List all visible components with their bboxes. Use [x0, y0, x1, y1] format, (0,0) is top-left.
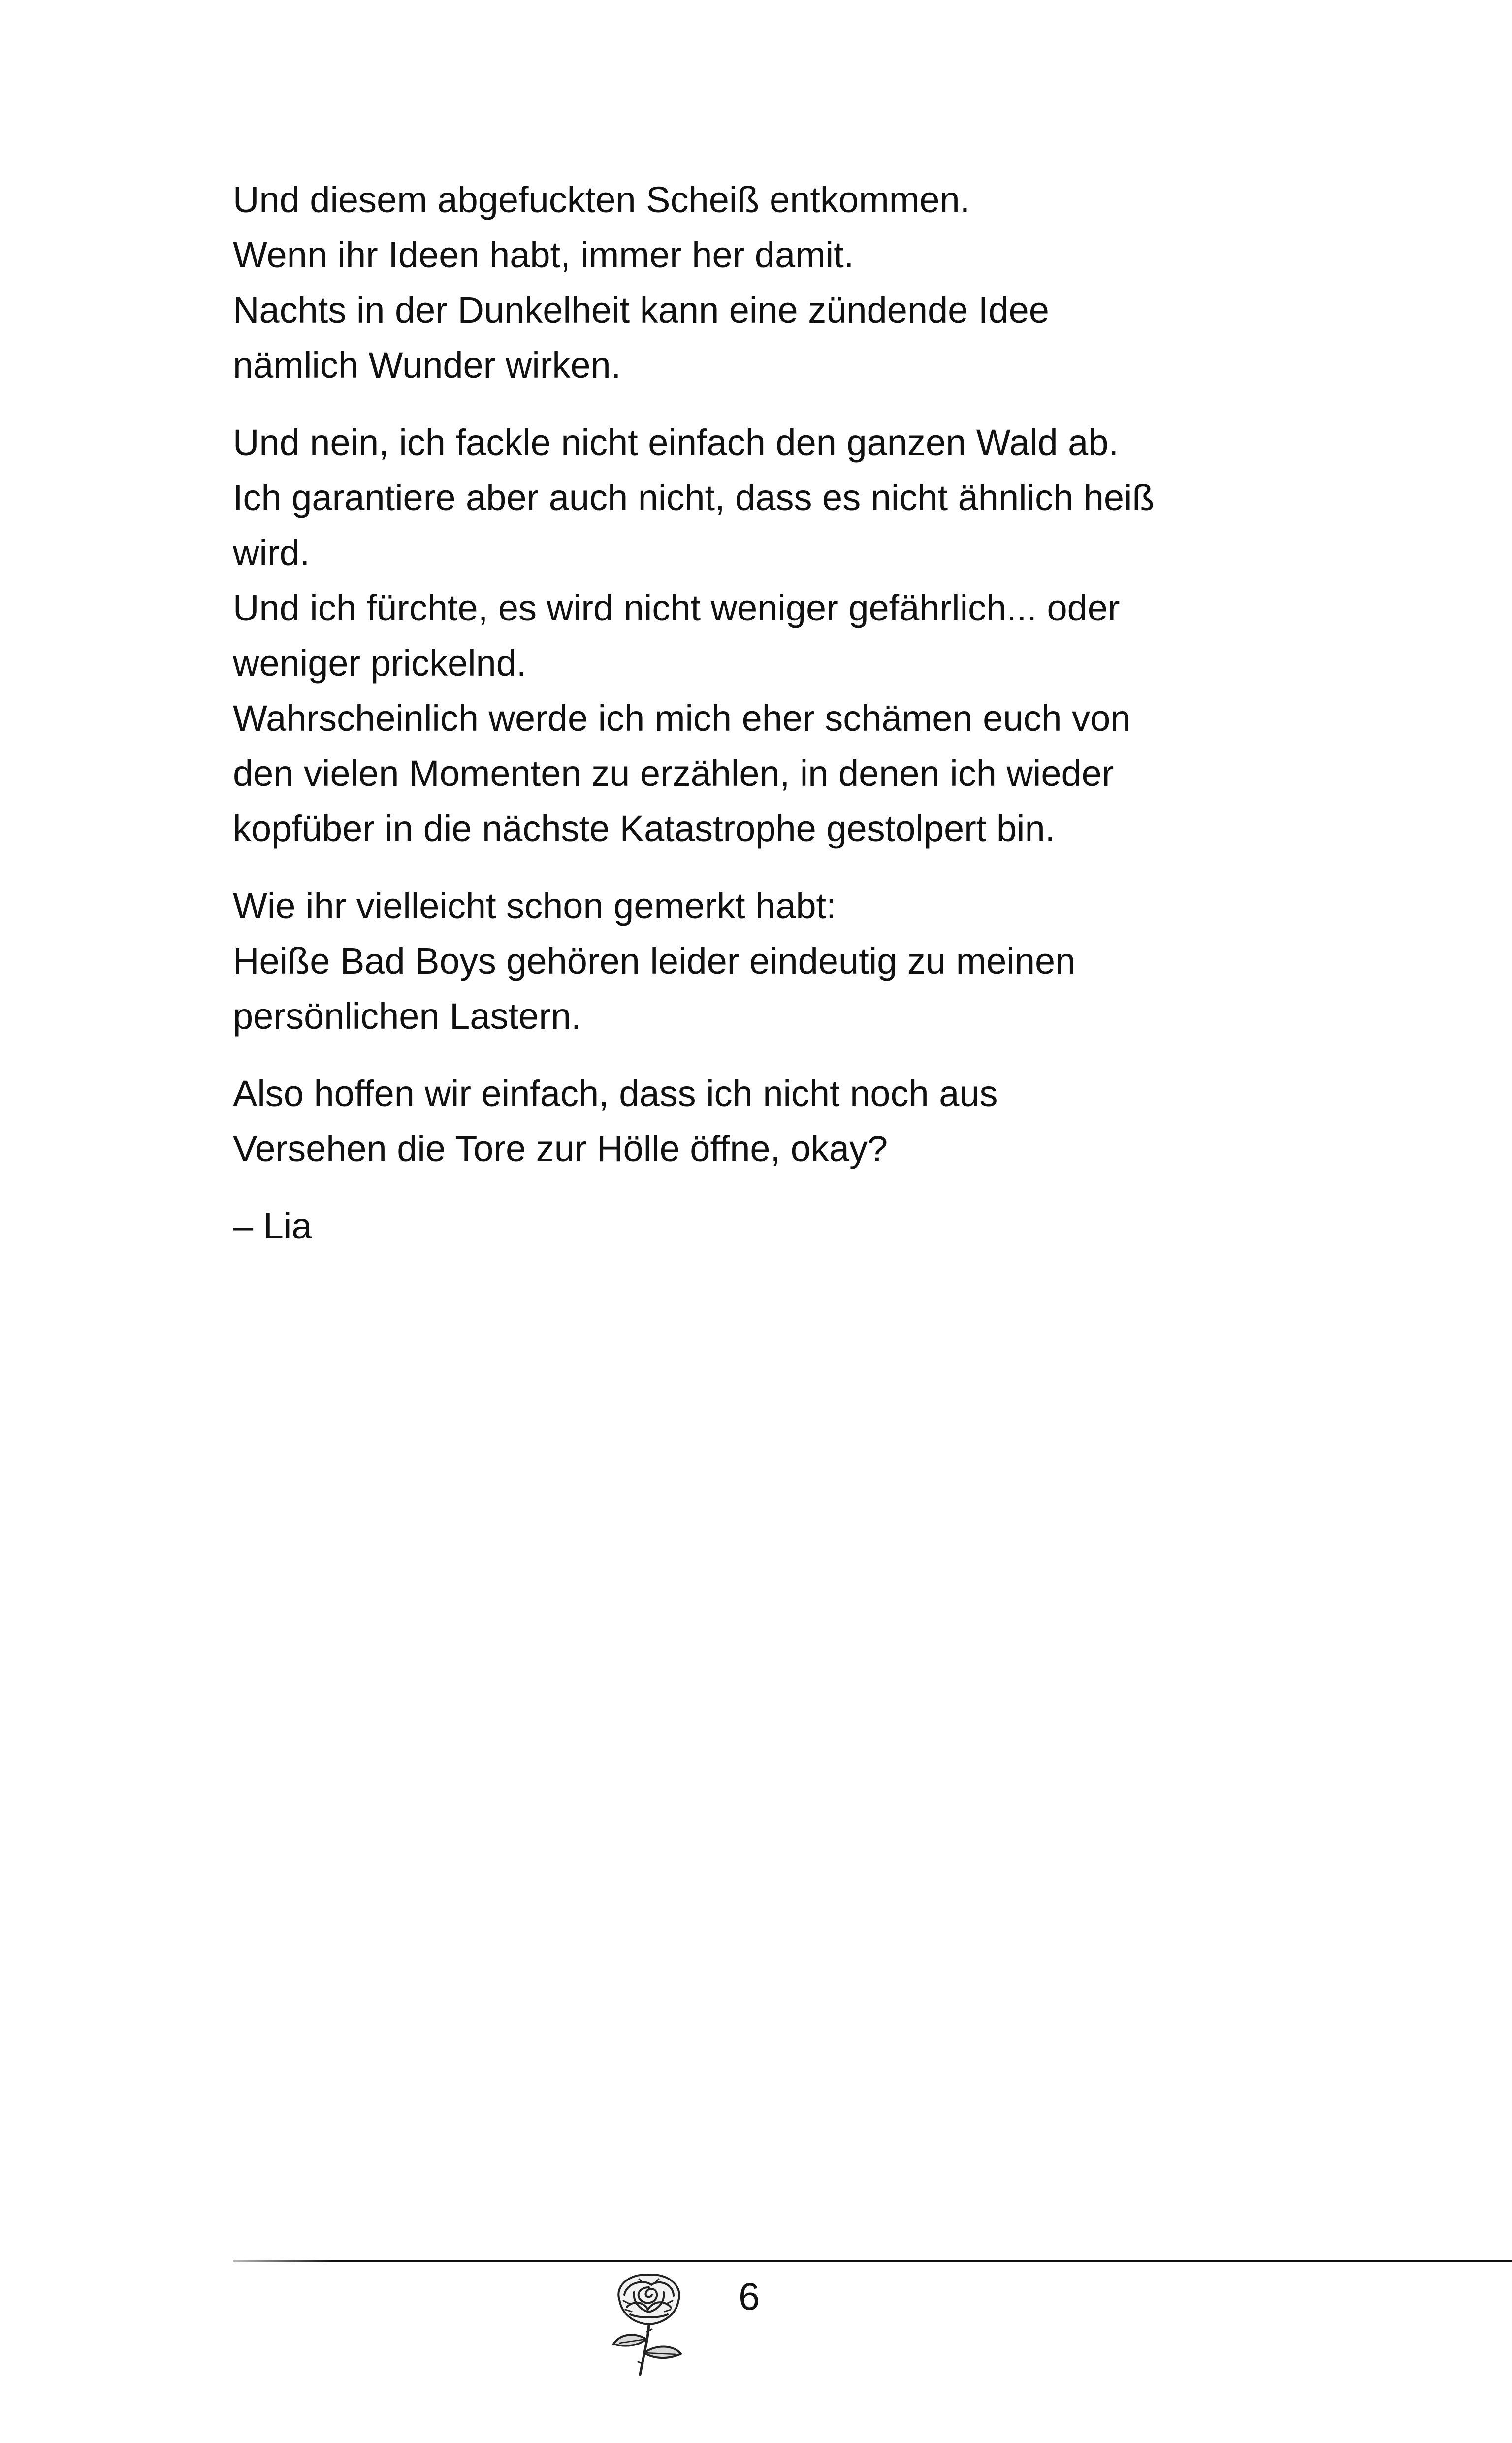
text-line: Ich garantiere aber auch nicht, dass es nicht ähnlich heiß: [233, 477, 1155, 518]
footer-rule-fade: [233, 2260, 331, 2262]
page-number: 6: [739, 2275, 760, 2318]
text-line: den vielen Momenten zu erzählen, in denen ich wieder: [233, 753, 1114, 794]
text-line: Also hoffen wir einfach, dass ich nicht noch aus: [233, 1073, 998, 1114]
paragraph-3: [233, 879, 1341, 1044]
paragraph-2: [233, 415, 1341, 856]
text-line: weniger prickelnd.: [233, 643, 527, 684]
text-line: Nachts in der Dunkelheit kann eine zündende Idee: [233, 290, 1049, 330]
text-line: Heiße Bad Boys gehören leider eindeutig zu meinen: [233, 941, 1076, 981]
text-line: Wenn ihr Ideen habt, immer her damit.: [233, 234, 854, 275]
footer-rule: [233, 2260, 1512, 2262]
page-body: [233, 172, 1341, 1254]
rose-icon: [605, 2265, 693, 2378]
text-line: Und nein, ich fackle nicht einfach den ganzen Wald ab.: [233, 422, 1119, 463]
text-line: Wahrscheinlich werde ich mich eher schämen euch von: [233, 698, 1131, 739]
text-line: Und ich fürchte, es wird nicht weniger gefährlich... oder: [233, 587, 1120, 628]
text-line: Wie ihr vielleicht schon gemerkt habt:: [233, 885, 836, 926]
text-line: kopfüber in die nächste Katastrophe gestolpert bin.: [233, 808, 1056, 849]
text-line: wird.: [233, 532, 310, 573]
text-line: persönlichen Lastern.: [233, 996, 581, 1037]
paragraph-4: [233, 1066, 1341, 1176]
text-line: Versehen die Tore zur Hölle öffne, okay?: [233, 1128, 888, 1169]
text-line: nämlich Wunder wirken.: [233, 345, 621, 386]
text-line: Und diesem abgefuckten Scheiß entkommen.: [233, 179, 970, 220]
signature: – Lia: [233, 1205, 312, 1246]
paragraph-1: [233, 172, 1341, 393]
